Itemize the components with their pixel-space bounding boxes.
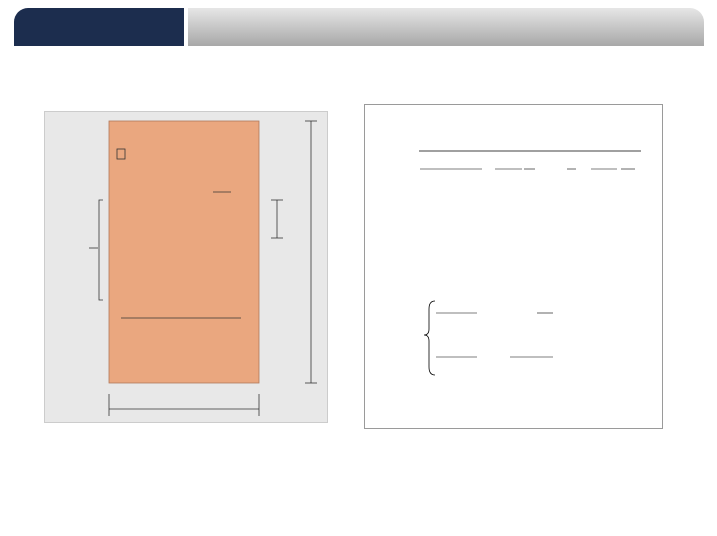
header-title-bar [188,8,704,46]
steel-plate-drawing [45,112,327,422]
formula-drawing [365,105,662,428]
header-badge [14,8,184,46]
cases-brace [424,301,435,375]
steel-plate [109,121,259,383]
rows-brace [99,200,103,300]
formula-panel [364,104,663,429]
steel-plate-figure [44,111,328,423]
slide-header [14,8,704,46]
